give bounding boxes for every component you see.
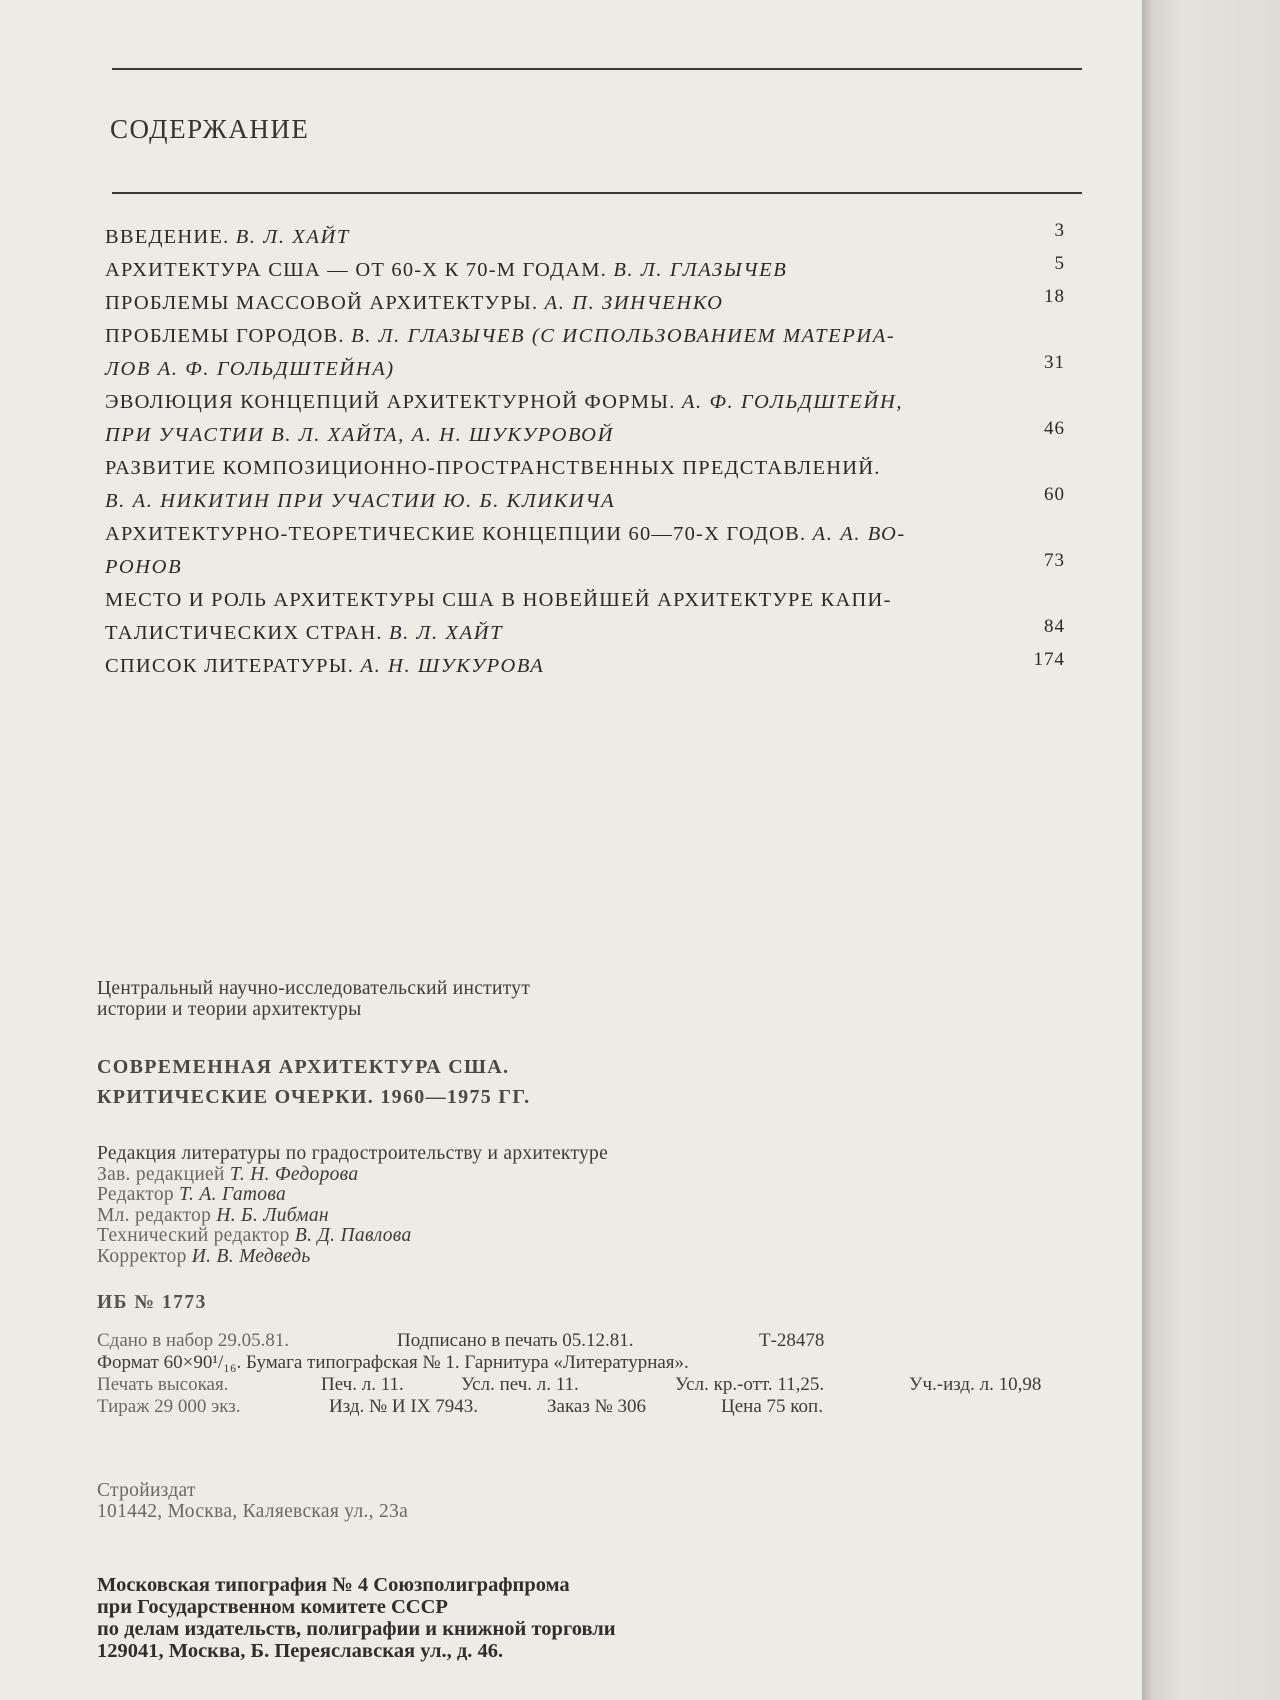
toc-entry-line <box>105 325 1065 358</box>
contents-heading: СОДЕРЖАНИЕ <box>110 114 310 144</box>
toc-page-number: 18 <box>1044 286 1065 307</box>
facing-page-edge <box>1142 0 1280 1700</box>
toc-entry-line <box>105 649 1065 688</box>
staff-role: Технический редактор <box>97 1225 295 1246</box>
imprint-row <box>97 1374 1097 1396</box>
toc-entry-line <box>105 484 1065 523</box>
imprint-cell: Тираж 29 000 экз. <box>97 1396 241 1417</box>
toc-entry-text <box>105 556 182 579</box>
imprint-row <box>97 1330 1097 1352</box>
toc-page-number: 73 <box>1044 550 1065 571</box>
imprint-cell: Печать высокая. <box>97 1374 229 1395</box>
toc-entry-text <box>105 391 903 414</box>
toc-entry-text <box>105 226 350 249</box>
staff-name: И. В. Медведь <box>191 1245 311 1267</box>
institute-line: Центральный научно-исследовательский институт <box>97 978 531 999</box>
toc-page-number: 31 <box>1044 352 1065 373</box>
toc-entry-title: РАЗВИТИЕ КОМПОЗИЦИОННО-ПРОСТРАНСТВЕННЫХ ПРЕДСТАВЛЕНИЙ. <box>105 457 881 479</box>
toc-entry-author: ЛОВ А. Ф. ГОЛЬДШТЕЙНА) <box>105 358 395 380</box>
heading-rule <box>112 192 1082 194</box>
toc-entry-line <box>105 616 1065 655</box>
toc-entry-text <box>105 622 503 645</box>
imprint-cell: Уч.-изд. л. 10,98 <box>909 1374 1042 1395</box>
toc-entry-title: ЭВОЛЮЦИЯ КОНЦЕПЦИЙ АРХИТЕКТУРНОЙ ФОРМЫ. <box>105 391 682 413</box>
toc-entry-text <box>105 589 892 612</box>
toc-entry-text <box>105 292 724 315</box>
toc-entry-title: АРХИТЕКТУРНО-ТЕОРЕТИЧЕСКИЕ КОНЦЕПЦИИ 60—70-Х ГОДОВ. <box>105 523 813 545</box>
toc-entry-author: А. А. ВО- <box>812 523 906 545</box>
toc-entry-author: В. Л. ХАЙТ <box>235 226 350 248</box>
printer-line: Московская типография № 4 Союзполиграфпрома <box>97 1574 570 1596</box>
staff-name: В. Д. Павлова <box>294 1225 412 1246</box>
staff-line <box>97 1165 608 1186</box>
toc-entry-author: В. А. НИКИТИН ПРИ УЧАСТИИ Ю. Б. КЛИКИЧА <box>105 490 616 512</box>
toc-entry-author: А. П. ЗИНЧЕНКО <box>544 292 724 314</box>
toc-entry-title: ВВЕДЕНИЕ. <box>105 226 236 248</box>
toc-entry-line <box>105 550 1065 589</box>
editorial-block <box>97 1144 608 1267</box>
toc-page-number: 84 <box>1044 616 1065 637</box>
imprint-row <box>97 1352 1097 1374</box>
imprint-cell: Сдано в набор 29.05.81. <box>97 1330 290 1351</box>
toc-entry-text <box>105 523 906 546</box>
toc-entry-title: СПИСОК ЛИТЕРАТУРЫ. <box>105 655 361 677</box>
toc-entry-line <box>105 523 1065 556</box>
staff-name: Т. А. Гатова <box>179 1184 287 1205</box>
toc-entry-text <box>105 259 787 282</box>
toc-entry-text <box>105 457 881 480</box>
toc-entry-author: В. Л. ГЛАЗЫЧЕВ <box>613 259 788 281</box>
imprint-cell: Цена 75 коп. <box>721 1396 823 1417</box>
staff-role: Мл. редактор <box>97 1204 217 1226</box>
book-title-line: КРИТИЧЕСКИЕ ОЧЕРКИ. 1960—1975 ГГ. <box>97 1086 531 1108</box>
toc-entry-title: ПРОБЛЕМЫ ГОРОДОВ. <box>105 325 352 347</box>
staff-role: Корректор <box>97 1245 192 1267</box>
book-title-line: СОВРЕМЕННАЯ АРХИТЕКТУРА США. <box>97 1056 510 1078</box>
toc-page-number: 46 <box>1044 418 1065 439</box>
toc-entry-title: ПРОБЛЕМЫ МАССОВОЙ АРХИТЕКТУРЫ. <box>105 292 545 314</box>
toc-page-number: 3 <box>1054 220 1065 241</box>
toc-page-number: 5 <box>1054 253 1065 274</box>
imprint-cell: Усл. печ. л. 11. <box>461 1374 579 1395</box>
toc-entry-line <box>105 391 1065 424</box>
toc-entry-line <box>105 220 1065 259</box>
imprint-block <box>97 1330 1097 1418</box>
toc-entry-author: РОНОВ <box>105 556 183 578</box>
printer-line: 129041, Москва, Б. Переяславская ул., д. 46. <box>97 1640 504 1662</box>
printer-line: по делам издательств, полиграфии и книжной торговли <box>97 1618 616 1640</box>
toc-entry-line <box>105 286 1065 325</box>
printer-line: при Государственном комитете СССР <box>97 1596 448 1618</box>
imprint-cell: Т-28478 <box>759 1330 825 1351</box>
imprint-cell: Усл. кр.-отт. 11,25. <box>675 1374 825 1395</box>
toc-entry-author: В. Л. ХАЙТ <box>388 622 504 644</box>
publisher-address: 101442, Москва, Каляевская ул., 23а <box>97 1501 409 1522</box>
staff-line <box>97 1247 608 1268</box>
toc-page-number: 60 <box>1044 484 1065 505</box>
publisher-block <box>97 1480 408 1522</box>
editorial-staff <box>97 1165 608 1268</box>
staff-name: Н. Б. Либман <box>216 1204 329 1226</box>
toc-entry-text <box>105 424 614 447</box>
staff-line <box>97 1185 608 1206</box>
toc-page-number: 174 <box>1033 649 1065 670</box>
institute-block <box>97 978 530 1020</box>
imprint-cell: Печ. л. 11. <box>321 1374 404 1395</box>
printer-block <box>97 1574 616 1662</box>
toc-entry-author: А. Н. ШУКУРОВА <box>360 655 545 677</box>
imprint-cell: Формат 60×90¹/₁₆. Бумага типографская № 1. Гарнитура «Литературная». <box>97 1352 689 1373</box>
staff-name: Т. Н. Федорова <box>229 1163 359 1185</box>
institute-line: истории и теории архитектуры <box>97 999 362 1020</box>
ib-number: ИБ № 1773 <box>97 1292 207 1313</box>
staff-role: Зав. редакцией <box>97 1163 230 1185</box>
imprint-row <box>97 1396 1097 1418</box>
imprint-cell: Заказ № 306 <box>547 1396 646 1417</box>
toc-entry-author: ПРИ УЧАСТИИ В. Л. ХАЙТА, А. Н. ШУКУРОВОЙ <box>105 424 614 446</box>
toc-entry-line <box>105 457 1065 490</box>
toc-entry-author: В. Л. ГЛАЗЫЧЕВ (С ИСПОЛЬЗОВАНИЕМ МАТЕРИА- <box>351 325 896 347</box>
toc-entry-text <box>105 325 895 348</box>
toc-entry-line <box>105 352 1065 391</box>
toc-entry-text <box>105 490 615 513</box>
book-title <box>97 1052 530 1112</box>
staff-role: Редактор <box>97 1184 180 1205</box>
toc-entry-line <box>105 589 1065 622</box>
staff-line <box>97 1206 608 1227</box>
toc-entry-author: А. Ф. ГОЛЬДШТЕЙН, <box>681 391 904 413</box>
publisher-name: Стройиздат <box>97 1480 196 1501</box>
toc-entry-title: АРХИТЕКТУРА США — ОТ 60-Х К 70-М ГОДАМ. <box>105 259 614 281</box>
imprint-cell: Подписано в печать 05.12.81. <box>397 1330 634 1351</box>
staff-line <box>97 1226 608 1247</box>
toc-entry-text <box>105 655 544 678</box>
toc-entry-line <box>105 253 1065 292</box>
toc-entry-line <box>105 418 1065 457</box>
table-of-contents <box>105 220 1065 688</box>
toc-entry-title: МЕСТО И РОЛЬ АРХИТЕКТУРЫ США В НОВЕЙШЕЙ АРХИТЕКТУРЕ КАПИ- <box>105 589 892 611</box>
toc-entry-text <box>105 358 395 381</box>
top-rule <box>112 68 1082 70</box>
editorial-department: Редакция литературы по градостроительству и архитектуре <box>97 1143 609 1164</box>
toc-entry-title: ТАЛИСТИЧЕСКИХ СТРАН. <box>105 622 389 644</box>
imprint-cell: Изд. № И IX 7943. <box>329 1396 478 1417</box>
